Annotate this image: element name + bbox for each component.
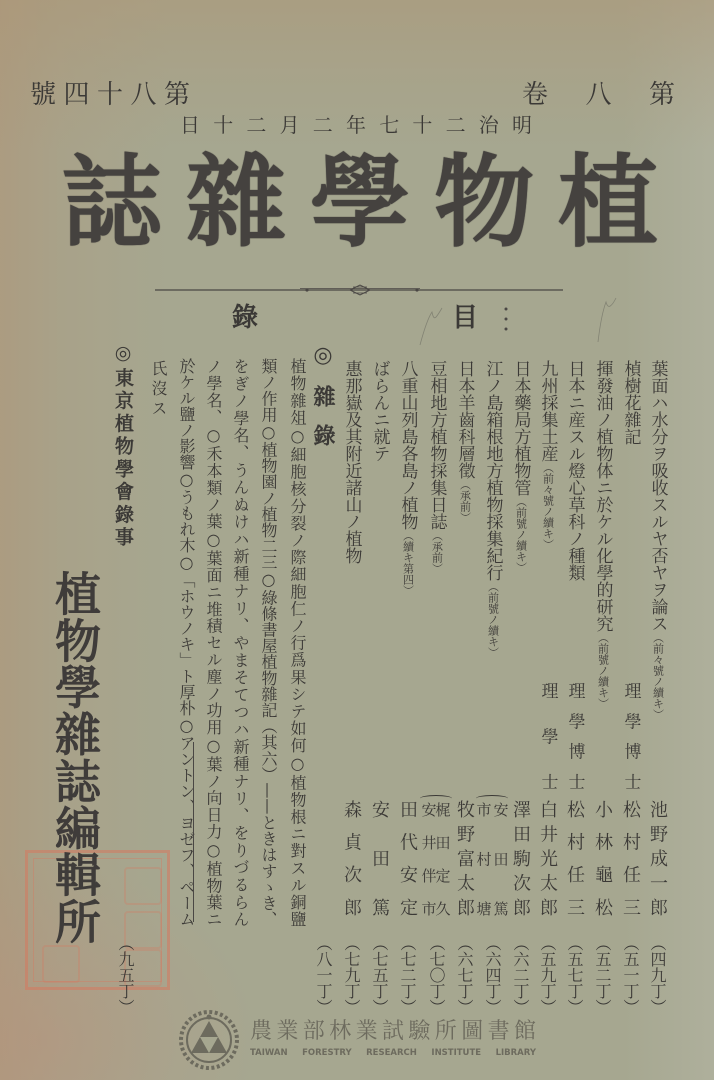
article-author: 安田篤 [369, 800, 390, 916]
miscellany-line: 植物雜俎○細胞核分裂ノ際細胞仁ノ行爲果シテ如何○植物根ニ對スル銅鹽 [288, 358, 307, 927]
article-note: （前々號ノ續キ） [541, 462, 555, 550]
miscellany-line: ノ學名、○禾本類ノ葉○葉面ニ堆積セル塵ノ功用○葉ノ向日力○植物葉ニ [204, 358, 223, 927]
article-note: （續キ第四） [401, 530, 415, 596]
article-page: （五七丁） [565, 935, 584, 1015]
issue-number: 第八十四號 [30, 80, 190, 110]
article-author: 安田篤 [491, 802, 510, 916]
article-page: （五九丁） [538, 935, 557, 1015]
article-title [566, 360, 583, 581]
article-title-text: ばらんニ就テ [369, 360, 390, 462]
article-author: 松村任三 [564, 800, 585, 916]
article-note: （前號ノ續キ） [596, 632, 610, 709]
miscellany-line: 氏沒ス [149, 360, 168, 420]
toc-article [564, 355, 585, 1015]
article-page: （六四丁） [483, 935, 502, 1015]
miscellany-line: 於ケル鹽ノ影響○うもれ木○「ホウノキ」ト厚朴○アントン、ヨゼフ、ペーム [177, 358, 196, 927]
article-title-text: 葉面ハ水分ヲ吸收スルヤ否ヤヲ論ス [647, 360, 668, 632]
toc-article [647, 355, 668, 1015]
miscellany-line: をぎノ學名、うんぬけハ新種ナリ、やまそてつハ新種ナリ、をりづるらん [231, 358, 250, 927]
article-page: （五二丁） [593, 935, 612, 1015]
article-title-text: 惠那嶽及其附近諸山ノ植物 [341, 360, 362, 564]
toc-article [510, 355, 531, 1015]
article-note: （承前） [458, 479, 472, 523]
library-name-english: TAIWAN FORESTRY RESEARCH INSTITUTE LIBRARY [250, 1048, 536, 1058]
article-title [649, 360, 666, 720]
article-author: 小林龜松 [592, 800, 613, 916]
miscellany-line: 類ノ作用○植物園ノ植物二三○綠條書屋植物雜記（其六）——ときはすゝき、 [259, 358, 278, 927]
heading-dots-mark [502, 305, 510, 333]
article-title-text: 八重山列島各島ノ植物 [397, 360, 418, 530]
article-title-text: 揮發油ノ植物体ニ於ケル化學的研究 [592, 360, 613, 632]
toc-article [537, 355, 558, 1015]
miscellany-page: （八一丁） [314, 935, 333, 1015]
article-author: 森貞次郎 [341, 800, 362, 916]
article-page: （六七丁） [455, 935, 474, 1015]
toc-article [369, 355, 390, 1015]
article-page: （七五丁） [370, 935, 389, 1015]
article-author: 池野成一郎 [647, 800, 668, 916]
article-coauthor: 市村塘 [474, 802, 493, 916]
article-title-text: 日本藥局方植物管 [510, 360, 531, 496]
seal-glyph [124, 867, 162, 905]
article-page: （七〇丁） [427, 935, 446, 1015]
article-page: （五一丁） [621, 935, 640, 1015]
article-title-text: 日本ニ産スル燈心草科ノ種類 [564, 360, 585, 581]
article-page: （七九丁） [342, 935, 361, 1015]
article-title [594, 360, 611, 709]
toc-article [397, 355, 418, 1015]
volume-number: 第八卷 [522, 80, 675, 110]
article-page: （六二丁） [511, 935, 530, 1015]
author-degree: 理學博士 [564, 682, 585, 790]
article-title-text: 日本羊齒科層徵 [454, 360, 475, 479]
author-degree: 理學士 [537, 682, 558, 790]
article-title [371, 360, 388, 462]
contents-heading: 目錄 [232, 303, 478, 333]
library-name-chinese: 農業部林業試驗所圖書館 [250, 1019, 536, 1044]
article-title [456, 360, 473, 523]
article-note: （前々號ノ續キ） [651, 632, 665, 720]
library-logo-icon [178, 1009, 240, 1071]
coauthor-bracket [476, 795, 508, 802]
article-note: （前號ノ續キ） [514, 496, 528, 573]
article-page: （四九丁） [648, 935, 667, 1015]
article-note: （承前） [430, 530, 444, 574]
article-author: 松村任三 [620, 800, 641, 916]
article-page: （七二丁） [398, 935, 417, 1015]
seal-glyph [42, 945, 80, 983]
article-title-text: 豆相地方植物採集日誌 [426, 360, 447, 530]
toc-article [474, 355, 510, 1015]
publisher-name: 植物學雜誌編輯所 [48, 570, 102, 944]
article-title [484, 360, 501, 658]
magazine-title: 植物學雜誌 [62, 143, 658, 261]
article-title [343, 360, 360, 564]
ornamental-divider [155, 282, 563, 298]
toc-article [592, 355, 613, 1015]
article-title-text: 楨樹花雜記 [620, 360, 641, 445]
article-coauthor: 安井伴市 [419, 802, 438, 916]
toc-article [419, 355, 452, 1015]
article-title [399, 360, 416, 596]
toc-article [620, 355, 641, 1015]
article-title [539, 360, 556, 550]
article-title [428, 360, 445, 574]
article-title [512, 360, 529, 573]
coauthor-bracket [420, 795, 452, 802]
miscellany-heading: ◎雜錄 [310, 342, 336, 446]
article-author: 白井光太郎 [537, 800, 558, 916]
name-sideline [193, 742, 194, 922]
author-degree: 理學博士 [620, 682, 641, 790]
toc-article [454, 355, 475, 1015]
article-title [622, 360, 639, 445]
toc-article [341, 355, 362, 1015]
article-author: 澤田駒次郎 [510, 800, 531, 916]
article-author: 牧野富太郎 [454, 800, 475, 916]
article-author: 梶田定久 [433, 802, 452, 916]
article-title-text: 江ノ島箱根地方植物採集紀行 [482, 360, 503, 581]
article-title-text: 九州採集土産 [537, 360, 558, 462]
article-author: 田代安定 [397, 800, 418, 916]
society-record-heading: ◎東京植物學會錄事 [112, 342, 134, 546]
article-note: （前號ノ續キ） [486, 581, 500, 658]
society-record-page: （九五丁） [116, 935, 135, 1015]
publication-date: 明治二十七年二月二十日 [180, 113, 532, 137]
